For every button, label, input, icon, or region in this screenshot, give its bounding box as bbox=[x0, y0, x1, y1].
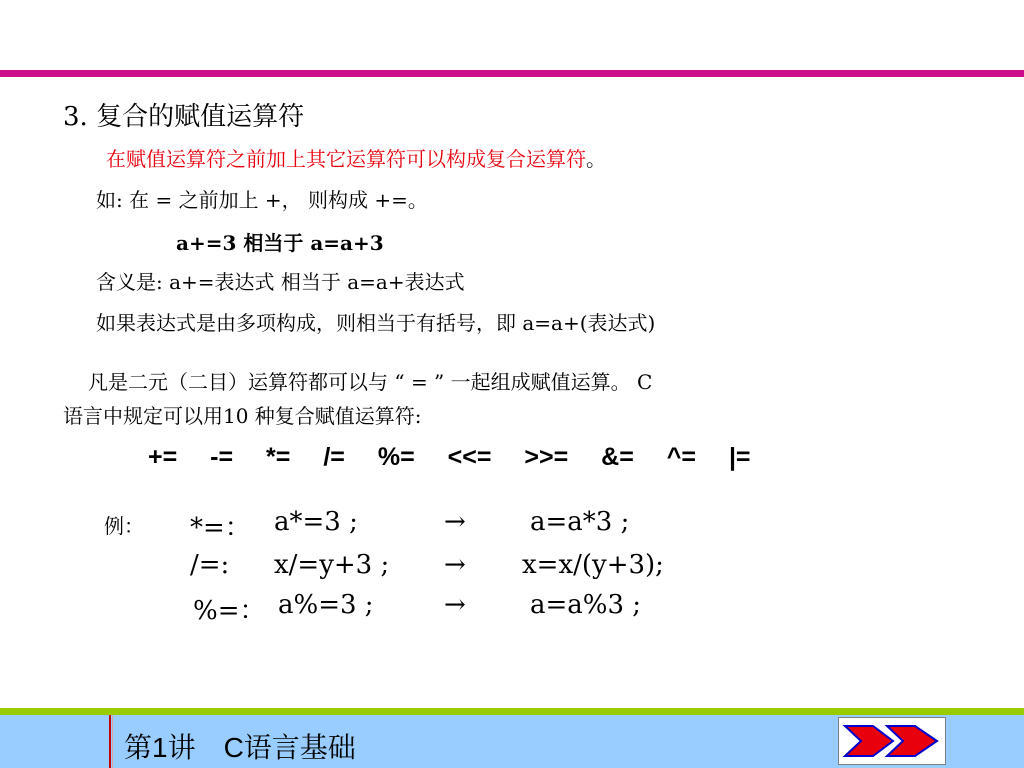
footer-accent-rule bbox=[0, 708, 1024, 715]
example-result: a=a%3 ; bbox=[530, 590, 642, 620]
slide-title: 3. 复合的赋值运算符 bbox=[63, 102, 305, 132]
operator-item: -= bbox=[210, 443, 234, 471]
operator-item: %= bbox=[377, 443, 415, 471]
double-chevron-right-icon bbox=[839, 718, 945, 764]
example-label: 例： bbox=[104, 514, 144, 538]
example-operator: /=: bbox=[190, 550, 230, 580]
example-expression: a*=3 ; bbox=[274, 507, 358, 537]
equivalence-line: a+=3 相当于 a=a+3 bbox=[176, 231, 384, 255]
definition-period: 。 bbox=[586, 147, 606, 171]
next-slide-button[interactable] bbox=[838, 717, 946, 765]
operator-item: /= bbox=[323, 443, 345, 471]
operator-item: <<= bbox=[447, 443, 492, 471]
binary-operator-line: 凡是二元（二目）运算符都可以与 “ = ” 一起组成赋值运算。 C bbox=[88, 370, 653, 394]
operator-item: ^= bbox=[666, 443, 696, 471]
example-arrow: → bbox=[444, 550, 466, 580]
operator-item: += bbox=[148, 443, 178, 471]
example-operator: %=： bbox=[193, 596, 266, 626]
definition-text: 在赋值运算符之前加上其它运算符可以构成复合运算符 bbox=[106, 147, 586, 171]
operator-item: *= bbox=[266, 443, 291, 471]
example-result: a=a*3 ; bbox=[530, 507, 630, 537]
parentheses-line: 如果表达式是由多项构成，则相当于有括号，即 a=a+(表达式) bbox=[96, 311, 656, 335]
operator-item: &= bbox=[601, 443, 634, 471]
meaning-line: 含义是: a+=表达式 相当于 a=a+表达式 bbox=[96, 270, 465, 294]
example-operator: *=： bbox=[190, 513, 251, 543]
example-arrow: → bbox=[444, 590, 466, 620]
example-expression: a%=3 ; bbox=[278, 590, 374, 620]
footer-divider bbox=[109, 715, 111, 768]
example-result: x=x/(y+3); bbox=[522, 550, 664, 580]
top-accent-rule bbox=[0, 70, 1024, 77]
example-expression: x/=y+3 ; bbox=[274, 550, 390, 580]
footer-divider bbox=[112, 715, 113, 768]
operator-item: |= bbox=[728, 443, 751, 471]
definition-line bbox=[106, 143, 606, 172]
example-intro-line: 如: 在 = 之前加上 +， 则构成 +=。 bbox=[96, 188, 428, 212]
ten-operators-line: 语言中规定可以用10 种复合赋值运算符: bbox=[63, 404, 422, 428]
operator-list bbox=[148, 443, 777, 472]
operator-item: >>= bbox=[524, 443, 569, 471]
example-arrow: → bbox=[444, 507, 466, 537]
footer-title: 第1讲 C语言基础 bbox=[124, 732, 356, 763]
